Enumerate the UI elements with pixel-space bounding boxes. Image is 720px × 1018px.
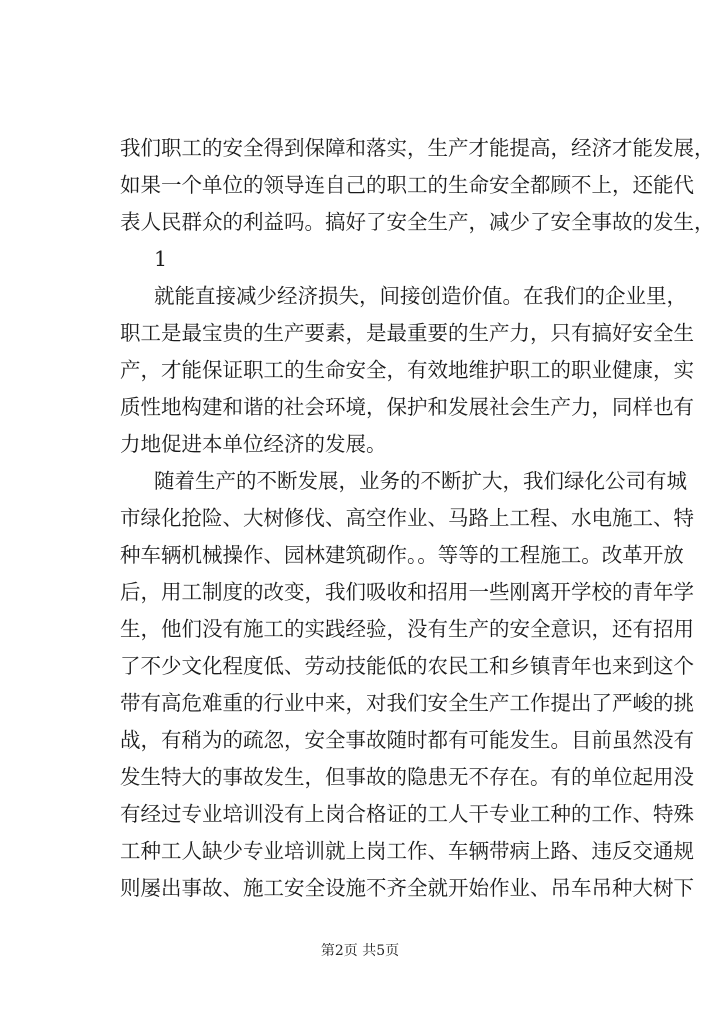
text-line: 战，有稍为的疏忽，安全事故随时都有可能发生。目前虽然没有 bbox=[120, 728, 694, 752]
paragraph-start: 就能直接减少经济损失，间接创造价值。在我们的企业里， bbox=[154, 284, 687, 308]
text-line: 我们职工的安全得到保障和落实，生产才能提高，经济才能发展， bbox=[120, 136, 715, 160]
text-line: 市绿化抢险、大树修伐、高空作业、马路上工程、水电施工、特 bbox=[120, 506, 694, 530]
paragraph-start: 随着生产的不断发展，业务的不断扩大，我们绿化公司有城 bbox=[154, 469, 687, 493]
text-line: 职工是最宝贵的生产要素，是最重要的生产力，只有搞好安全生 bbox=[120, 321, 694, 345]
text-line: 质性地构建和谐的社会环境，保护和发展社会生产力，同样也有 bbox=[120, 395, 694, 419]
text-line: 种车辆机械操作、园林建筑砌作。。等等的工程施工。改革开放 bbox=[120, 543, 684, 567]
text-line: 了不少文化程度低、劳动技能低的农民工和乡镇青年也来到这个 bbox=[120, 654, 694, 678]
text-line: 后，用工制度的改变，我们吸收和招用一些刚离开学校的青年学 bbox=[120, 580, 694, 604]
text-line: 生，他们没有施工的实践经验，没有生产的安全意识，还有招用 bbox=[120, 617, 694, 641]
page-number-marker: 1 bbox=[154, 247, 168, 271]
text-line: 力地促进本单位经济的发展。 bbox=[120, 432, 387, 456]
text-line: 有经过专业培训没有上岗合格证的工人干专业工种的工作、特殊 bbox=[120, 802, 694, 826]
text-line: 表人民群众的利益吗。搞好了安全生产，减少了安全事故的发生， bbox=[120, 210, 715, 234]
text-line: 发生特大的事故发生，但事故的隐患无不存在。有的单位起用没 bbox=[120, 765, 694, 789]
text-line: 产，才能保证职工的生命安全，有效地维护职工的职业健康，实 bbox=[120, 358, 694, 382]
text-line: 如果一个单位的领导连自己的职工的生命安全都顾不上，还能代 bbox=[120, 173, 694, 197]
page-footer: 第2页 共5页 bbox=[320, 943, 400, 959]
text-line: 工种工人缺少专业培训就上岗工作、车辆带病上路、违反交通规 bbox=[120, 839, 694, 863]
text-line: 则屡出事故、施工安全设施不齐全就开始作业、吊车吊种大树下 bbox=[120, 876, 694, 900]
text-line: 带有高危难重的行业中来，对我们安全生产工作提出了严峻的挑 bbox=[120, 691, 694, 715]
